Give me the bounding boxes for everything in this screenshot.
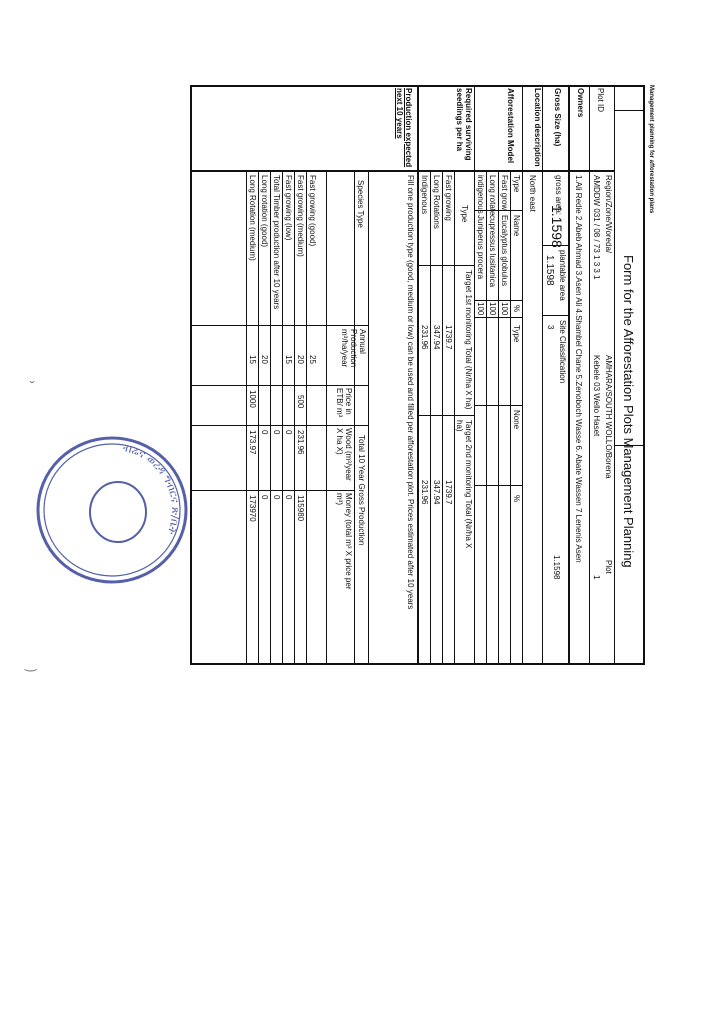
prod-row-money: 173970: [248, 495, 257, 522]
prod-row-wood: 0: [272, 430, 281, 435]
owners-value: 1.Ali Redie 2.Abeb Ahmad 3.Asen Ali 4.Shambel Chane 5.Zenoboch Wasse 6. Abate Wassen 7 Lenenis Asen: [574, 175, 583, 563]
prod-row-wood: 0: [284, 430, 293, 435]
prod-col-price: Price in ETB/ m³: [334, 388, 353, 418]
row-divider: [542, 85, 543, 665]
model-row-pct: 100: [488, 302, 497, 316]
location-label: Location description: [533, 88, 542, 167]
model-row-type: indigenous: [476, 175, 485, 214]
model-col-type: Type: [512, 175, 521, 193]
model-col-pct2: %: [512, 495, 521, 503]
prod-row-money: 0: [272, 495, 281, 500]
row-divider: [354, 170, 355, 665]
col-divider: [475, 485, 523, 486]
prod-row-price: 500: [296, 395, 305, 409]
afforestation-form: [190, 85, 654, 665]
header-note: Management planning for afforestation plans: [648, 85, 654, 214]
plantable-value: 1.1598: [544, 255, 555, 286]
prod-row-annual: 15: [284, 355, 293, 364]
seedlings-row-type: Indigenous: [420, 175, 429, 215]
model-row-pct: 100: [476, 302, 485, 316]
gross-size-label: Gross Size (ha): [553, 88, 562, 147]
kebele: Kebele 03 Wello Haset: [592, 355, 601, 437]
model-col-pct: %: [512, 305, 521, 313]
model-row-name: cupressus lusitanica: [488, 215, 497, 288]
scan-mark: ˘: [30, 378, 35, 394]
form-title: Form for the Afforestation Plots Management Planning: [621, 255, 636, 568]
col-divider: [475, 405, 523, 406]
prod-row-price: 1000: [248, 390, 257, 408]
col-divider: [615, 110, 645, 111]
prod-row-annual: 15: [248, 355, 257, 364]
prod-col-wood: Wood (m³/year X ha X): [334, 428, 353, 481]
prod-row-species: Fast growing (good): [308, 175, 317, 247]
col-divider: [190, 170, 615, 172]
location-value: North east: [528, 175, 537, 212]
prod-row-money: 115980: [296, 495, 305, 522]
col-divider: [475, 317, 523, 318]
owners-label: Owners: [576, 88, 585, 118]
row-divider: [368, 170, 369, 665]
model-row-name: Juniperus procera: [476, 215, 485, 280]
prod-col-species: Species Type: [356, 180, 365, 228]
prod-row-species: Total Timber production after 10 years: [272, 175, 281, 310]
prod-row-species: Long rotation (good): [260, 175, 269, 248]
svg-text:ብሬና ወረዳ ግብርና ጽ/ቤት: [109, 441, 192, 537]
seedlings-row-first: 347.94: [432, 325, 441, 350]
row-divider: [568, 85, 570, 665]
seedlings-row-type: Long Rotations: [432, 175, 441, 229]
col-divider: [419, 265, 475, 266]
production-label: Production expected next 10 years: [394, 88, 413, 168]
col-divider: [190, 490, 355, 491]
model-row-name: Eucalyptus globulus: [500, 215, 509, 287]
seedlings-label: Required surviving seedlings per ha: [454, 88, 473, 161]
row-divider: [454, 170, 455, 665]
region-value: AMHARA/SOUTH WOLLO/Borena: [604, 355, 613, 479]
model-col-name: Name: [512, 215, 521, 237]
scan-mark: ‿: [25, 655, 37, 671]
official-stamp: [32, 430, 192, 590]
seedlings-col-second: Target 2nd monitoring Total (Nr/ha X ha): [454, 420, 473, 549]
seedlings-col-first: Target 1st monitoring Total (Nr/ha X ha): [464, 270, 473, 410]
gross-area-value: 1.1598: [549, 205, 565, 248]
prod-row-annual: 20: [260, 355, 269, 364]
seedlings-row-second: 1739.7: [444, 480, 453, 505]
seedlings-row-first: 1739.7: [444, 325, 453, 350]
plot-value: 1: [592, 575, 601, 580]
prod-col-annual: Annual Production m³/ha/year: [339, 329, 367, 368]
prod-row-annual: 25: [308, 355, 317, 364]
col-divider: [475, 300, 523, 301]
plot-id-label: Plot ID: [596, 88, 605, 113]
plantable-label: plantable area: [558, 250, 567, 301]
prod-row-species: Fast growing (medium): [296, 175, 305, 257]
row-divider: [589, 85, 590, 665]
model-col-type2: Type: [512, 325, 521, 343]
col-divider: [543, 315, 570, 316]
model-row-pct: 100: [500, 302, 509, 316]
prod-col-total: Total 10 Year Gross Production: [357, 435, 366, 546]
plot-code: AMDDW 031 / 08 / 73 1 3 3 1: [592, 175, 601, 280]
prod-row-money: 0: [284, 495, 293, 500]
region-label: Region/Zone/Woreda/: [604, 175, 613, 254]
site-class-value: 3: [546, 325, 555, 330]
row-divider: [614, 85, 615, 665]
prod-row-species: Long Rotation (medium): [248, 175, 257, 261]
row-divider: [282, 170, 283, 665]
model-row-type: Fast grow: [500, 175, 509, 211]
seedlings-col-type: Type: [460, 205, 469, 223]
afforestation-label: Afforestation Model: [506, 88, 515, 164]
production-note: Fill one production type (good, medium or low) can be used and filled per afforestation plot. Prices estimated after 10 years: [406, 175, 415, 610]
row-divider: [417, 85, 419, 665]
model-row-type: Long rotate: [488, 175, 497, 216]
row-divider: [442, 170, 443, 665]
site-class-label: Site Classification: [558, 320, 567, 384]
row-divider: [430, 170, 431, 665]
plot-label: Plot: [604, 560, 613, 574]
prod-col-money: Money (total m³ X price per m³): [334, 493, 353, 590]
col-divider: [419, 415, 475, 416]
prod-row-wood: 173.97: [248, 430, 257, 455]
seedlings-row-second: 231.96: [420, 480, 429, 505]
col-divider: [190, 385, 369, 386]
prod-row-money: 0: [260, 495, 269, 500]
row-divider: [522, 85, 523, 665]
prod-row-annual: 20: [296, 355, 305, 364]
prod-row-wood: 231.96: [296, 430, 305, 455]
row-divider: [326, 170, 327, 665]
col-divider: [190, 325, 369, 326]
gross-right-value: 1.1598: [552, 555, 561, 580]
model-col-none: None: [512, 410, 521, 430]
seedlings-row-second: 347.94: [432, 480, 441, 505]
seedlings-row-first: 231.96: [420, 325, 429, 350]
seedlings-row-type: Fast growing: [444, 175, 453, 221]
stamp-text: ብሬና ወረዳ ግብርና ጽ/ቤት: [121, 441, 183, 537]
row-divider: [474, 85, 475, 665]
prod-row-wood: 0: [260, 430, 269, 435]
prod-row-species: Fast growing (low): [284, 175, 293, 241]
col-divider: [190, 425, 369, 426]
gross-area-label: gross area:: [554, 175, 563, 216]
